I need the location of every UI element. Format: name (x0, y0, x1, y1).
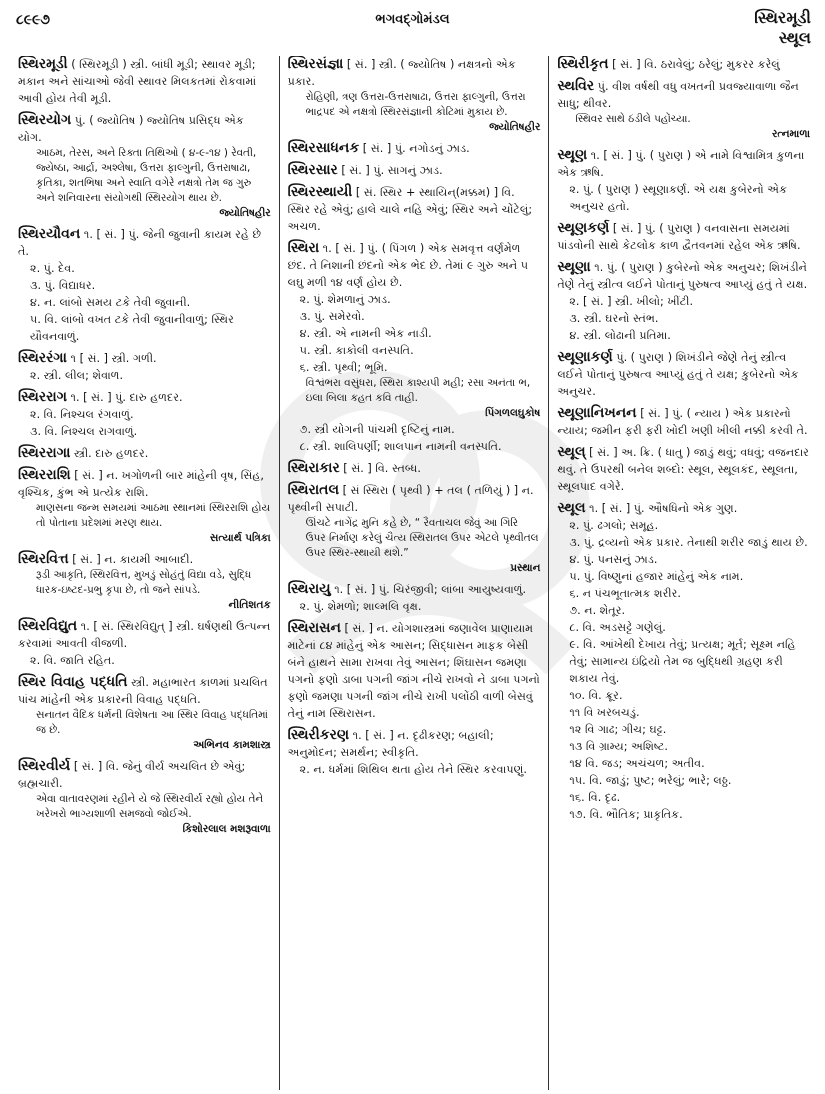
entry-main (18, 350, 271, 367)
entry-definition: કાયમી આબાદી. (119, 553, 194, 566)
entry-grammar: ૧. [ સં. ] ન. (352, 729, 410, 742)
dictionary-entry (288, 727, 541, 778)
entry-quote: સનાતન વૈદિક ધર્મની વિશેષતા આ સ્થિર વિવાહ પદ્ધતિમાં જ છે. (36, 709, 268, 736)
entry-grammar: [ સં. ] વિ. (612, 58, 658, 71)
entry-definition: કુબેરનો એક અનુચર; શિખંડીને તેણે તેનું સ્ત્રીત્વ લઈને પોતાનું પુરુષત્વ આપ્યું હતું તે યક્ષ. (557, 261, 808, 291)
entry-quote: વિશ્વંભરા વસુંધરા, સ્થિરા કાશ્યપી મહી; રસા અનંતા ભ, ઇલા બિલા કહત કવિ તાહી. (305, 377, 531, 404)
entry-definition: ઔષધિનો એક ગુણ. (648, 502, 738, 515)
entry-headword: સ્થૂણા (557, 259, 591, 275)
column-3 (548, 56, 818, 1090)
entry-sense: ૧૩ વિ ગ્રામ્ય; અશિષ્ટ. (569, 740, 668, 753)
entry-definition: દારુ હળદર. (95, 447, 149, 460)
entry-main (288, 140, 541, 157)
entry-sense: ૩. વિ. નિશ્ચલ રાગવાળું. (30, 425, 138, 438)
page-number: ૮૯૯૭ (16, 12, 51, 28)
entry-sense: ૨. પું. ( પુરાણ ) સ્થૂણાકર્ણ. એ યક્ષ કુબેરનો એક અનુચર હતો. (569, 183, 787, 213)
dictionary-entry (18, 112, 271, 221)
dictionary-entry (18, 618, 271, 669)
entry-main (18, 758, 271, 792)
dictionary-entry (557, 78, 810, 142)
entry-definition: જેની જુવાની કાયમ રહે છે તે. (18, 228, 262, 258)
entry-definition: નક્ષત્રનો એક પ્રકાર. (287, 58, 516, 88)
dictionary-entry (18, 467, 271, 546)
entry-grammar: [ સં. ] વિ. (343, 462, 389, 475)
entry-source: સત્યાર્થ પત્રિકા (209, 532, 271, 544)
entry-grammar: [ સં. ] પું. ( ન્યાય ) (640, 407, 730, 420)
entry-sense: ૭. સ્ત્રી યોગની પાંચમી દૃષ્ટિનું નામ. (299, 423, 455, 436)
entry-sense: ૧૬. વિ. દૃઢ. (569, 791, 621, 804)
entry-sense: ૩. પું. દ્રવ્યનો એક પ્રકાર. તેનાથી શરીર જાડું થાય છે. (569, 536, 808, 549)
dictionary-entry (557, 405, 810, 439)
entry-grammar: પું. (597, 80, 609, 93)
entry-sense: ૧૪ વિ. જડ; અચંચળ; અતીવ. (569, 757, 705, 770)
entry-sense: ૯. વિ. આંખેથી દેખાય તેવું; પ્રત્યક્ષ; મૂર્ત; સૂક્ષ્મ નહિ તેવું; સામાન્ય ઇંદ્રિયો તેમ જ બુદ્ધિથી ગ્રહણ કરી શકાય તેવું. (569, 638, 796, 685)
entry-headword: સ્થિરાતલ (287, 482, 340, 498)
entry-headword: સ્થૂણકર્ણ (557, 220, 610, 236)
entry-sense: ૪. ન. લાંબો સમય ટકે તેવી જુવાની. (30, 296, 191, 309)
entry-sense: ૭. ન. શેતૂર. (569, 604, 626, 617)
entry-headword: સ્થિરસંજ્ઞા (287, 56, 344, 72)
entry-quote: આઠમ, તેરસ, અને રિક્તા તિથિઓ ( ૪-૯-૧૪ ) રેવતી, જ્યેષ્ઠા, આર્દ્રા, અશ્લેષા, ઉત્તરા ફાલ્ગુની, ઉત્તરાષાઢા, કૃતિકા, શતભિષા અને સ્વાતિ વગેરે નક્ષત્રો તેમ જ ગુરુ અને શનિવારના સંયોગથી સ્થિરયોગ થાય છે. (36, 147, 257, 204)
entry-grammar: [ સં. ] પું. ( પુરાણ ) (612, 222, 701, 235)
entry-grammar: [ સં. સ્થિર + સ્થાયિન્(મક્કમ) ] (355, 186, 499, 199)
entry-grammar: ૧. [ સં. ] પું. (589, 502, 645, 515)
entry-sense: ૧૦. વિ. ક્રૂર. (569, 689, 623, 702)
dictionary-entry (18, 389, 271, 440)
entry-headword: સ્થૂણ (557, 147, 588, 163)
entry-sense: ૨. પું. શેમળો; શાલ્મલિ વૃક્ષ. (299, 600, 422, 613)
entry-definition: યોગશાસ્ત્રમાં જણાવેલ પ્રાણાયામ માટેનાં ૮૪ માંહેનું એક આસન; સિદ્ધાસન માફક બેસી બંને હાથને સામા રાખવા તેવું આસન; શિંઘાસન જમણા પગનો ફણો ડાબા પગની જાંગ નીચે રાખવો ને ડાબા પગનો ફણો જમણા પગની જાંગ નીચે રાખી પલોંઠી વાળી બેસવું તેનું નામ સ્થિરાસન. (287, 622, 540, 720)
column-1 (10, 56, 279, 1090)
entry-main (557, 56, 810, 73)
entry-main (557, 259, 810, 293)
entry-headword: સ્થિરવિત્ત (18, 551, 69, 567)
entry-sense: ૫. સ્ત્રી. કાકોલી વનસ્પતિ. (299, 344, 414, 357)
entry-definition: એક પ્રકારનો ન્યાય; જમીન ફરી ફરી ખોદી ખણી ખીલી નક્કી કરવી તે. (557, 407, 808, 437)
entry-sense: ૨. પું. દેવ. (30, 262, 75, 275)
book-title: ભગવદ્ગોમંડલ (375, 12, 450, 27)
guide-words (754, 8, 811, 48)
entry-sense: ૬. ન પંચભૂતાત્મક શરીર. (569, 587, 681, 600)
entry-main (288, 56, 541, 90)
entry-grammar: [ સં. ] વિ. (73, 760, 119, 773)
entry-definition: જેનું વીર્ય અચલિત છે એવું; બ્રહ્મચારી. (18, 760, 246, 790)
entry-definition: પૃથ્વીની સપાટી. (287, 501, 359, 514)
entry-grammar: ( સ્થિરમૂડી ) સ્ત્રી. (71, 58, 149, 71)
dictionary-entry (18, 226, 271, 345)
dictionary-entry (557, 56, 810, 73)
entry-main (18, 445, 271, 462)
entry-definition: દૃઢીકરણ; બહાલી; અનુમોદન; સમર્થન; સ્વીકૃતિ. (287, 729, 494, 759)
entry-definition: એ નામે વિશ્વામિત્ર કુળના એક ઋષિ. (557, 149, 805, 179)
entry-headword: સ્થિરરાગ (18, 389, 67, 405)
entry-sense: ૧૧ વિ ખરબચડું. (569, 706, 640, 719)
entry-definition: સ્તબ્ધ. (391, 462, 421, 475)
entry-grammar: ૧. [ સં. ] પું. (83, 228, 140, 241)
column-2 (279, 56, 549, 1090)
entry-headword: સ્થિરરંગા (18, 350, 67, 366)
entry-main (288, 727, 541, 761)
entry-headword: સ્થિર વિવાહ પદ્ધતિ (18, 674, 128, 690)
entry-headword: સ્થિરાસન (287, 620, 341, 636)
entry-sense: ૩. પું. વિદ્યાધર. (30, 279, 96, 292)
dictionary-entry (18, 674, 271, 753)
entry-definition: ઘર્ષણથી ઉત્પન્ન કરવામાં આવતી વીજળી. (18, 620, 271, 650)
entry-sense: ૪. સ્ત્રી. એ નામની એક નાડી. (299, 327, 432, 340)
entry-definition: જાડું થવું; વધવું; વજનદાર થવું. તે ઉપરથી બનેલ શબ્દો: સ્થૂલ, સ્થૂલકંદ, સ્થૂલતા, સ્થૂલપાદ વગેરે. (557, 446, 809, 493)
dictionary-entry (288, 240, 541, 455)
entry-headword: સ્થૂણાકર્ણ (557, 349, 613, 365)
entry-source: રત્નમાળા (772, 128, 811, 140)
dictionary-entry (288, 620, 541, 722)
entry-source: અભિનવ કામશાસ્ત્ર (193, 739, 271, 751)
entry-grammar: [ સં. ] ન. (344, 622, 389, 635)
dictionary-entry (18, 350, 271, 384)
entry-headword: સ્થિરવીર્ય (18, 758, 71, 774)
entry-main (557, 220, 810, 254)
entry-definition: ઠરાવેલું; ઠરેલું; મુકરર કરેલું (660, 58, 780, 71)
entry-definition: મહાભારત કાળમાં પ્રચલિત પાંચ માંહેની એક પ્રકારની વિવાહ પદ્ધતિ. (18, 676, 268, 706)
entry-headword: સ્થિરીકરણ (287, 727, 350, 743)
entry-headword: સ્થિરાયુ (287, 581, 331, 597)
entry-main (18, 56, 271, 107)
entry-quote: એવા વાતાવરણમાં રહીને યે જે સ્થિરવીર્ય રહ્યો હોય તેને ખરેખરો ભાગ્યશાળી સમજવો જોઈએ. (36, 793, 264, 820)
entry-definition: વિ. સ્થિર રહે એવું; હાલે ચાલે નહિ એવું; સ્થિર અને ચોંટેલું; અચળ. (287, 186, 533, 233)
entry-main (18, 467, 271, 501)
entry-main (557, 78, 810, 112)
entry-headword: સ્થૂણાનિખનન (557, 405, 637, 421)
entry-grammar: [ સં. ] ન. (72, 553, 117, 566)
entry-main (557, 405, 810, 439)
dictionary-entry (557, 147, 810, 215)
entry-grammar: ૧. પું. ( પુરાણ ) (594, 261, 663, 274)
entry-quote: માણસના જન્મ સમયમાં આઠમા સ્થાનમાં સ્થિરરાશિ હોય તો પોતાના પ્રદેશમાં મરણ થાય. (36, 502, 271, 529)
entry-sense: ૨. સ્ત્રી. લીલ; શેવાળ. (30, 369, 124, 382)
dictionary-entry (288, 56, 541, 135)
guide-word-last: સ્થૂલ (778, 28, 811, 47)
entry-grammar: પું. ( પુરાણ ) (616, 351, 673, 364)
entry-headword: સ્થિરીકૃત (557, 56, 609, 72)
entry-headword: સ્થિરયૌવન (18, 226, 81, 242)
entry-source: પિંગળલઘુકોષ (485, 407, 541, 419)
entry-sense: ૩. સ્ત્રી. ઘરનો સ્તંભ. (569, 312, 659, 325)
entry-source: પ્રસ્થાન (510, 562, 541, 574)
entry-definition: સાગનું ઝાડ. (387, 164, 443, 177)
entry-main (557, 349, 810, 400)
dictionary-entry (557, 444, 810, 495)
entry-definition: શિખંડીને જેણે તેનું સ્ત્રીત્વ લઈને પોતાનું પુરુષત્વ આપ્યું હતું તે યક્ષ; કુબેરનો એક અનુચર. (557, 351, 799, 398)
entry-headword: સ્થિરરાગા (18, 445, 71, 461)
entry-main (557, 444, 810, 495)
entry-quote: રૂડી આકૃતિ, સ્થિરવિત્ત, મુખડું સોહંતું વિદ્યા વડે, સુદ્ધિ ધારક-ઇષ્ટદ-પ્રભુ કૃપા છે, તો જને સાંપડે. (36, 569, 252, 596)
entry-grammar: સ્ત્રી. (73, 447, 92, 460)
entry-grammar: [ સં. ] અ. ક્રિ. ( ધાતુ ) (589, 446, 691, 459)
dictionary-entry (288, 162, 541, 179)
entry-sense: ૮. વિ. અડસટ્ટે ગણેલું. (569, 621, 666, 634)
entry-headword: સ્થિરમૂડી (18, 56, 68, 72)
entry-main (288, 184, 541, 235)
entry-grammar: ૧. [ સં. ] પું. (334, 583, 390, 596)
entry-definition: ખગોળની બાર માંહેની વૃષ, સિંહ, વૃશ્ચિક, કુંભ એ પ્રત્યેક રાશિ. (18, 469, 264, 499)
entry-grammar: ૧. [ સં. ] પું. (70, 391, 126, 404)
entry-sense: ૨. વિ. જાતિ રહિત. (30, 654, 115, 667)
entry-sense: ૨. ન. ધર્મમાં શિથિલ થતા હોય તેને સ્થિર કરવાપણું. (299, 763, 527, 776)
entry-definition: વનવાસના સમયમાં પાંડવોની સાથે કેટલોક કાળ દ્વૈતવનમાં રહેલ એક ઋષિ. (557, 222, 801, 252)
entry-sense: ૫. પું. વિષ્ણુનાં હજાર માંહેનું એક નામ. (569, 570, 744, 583)
dictionary-entry (18, 758, 271, 837)
entry-sense: ૧૨ વિ ગાઢ; ગીચ; ઘટ્ટ. (569, 723, 667, 736)
entry-grammar: ૧. [ સં. ] પું. ( પિંગળ ) (322, 242, 425, 255)
entry-definition: ચિરંજીવી; લાંબા આયુષ્યવાળું. (393, 583, 527, 596)
entry-headword: સ્થિરયોગ (18, 112, 72, 128)
entry-main (18, 112, 271, 146)
dictionary-entry (18, 56, 271, 107)
entry-sense: ૪. પું. પનસનું ઝાડ. (569, 553, 658, 566)
entry-headword: સ્થૂલ (557, 500, 586, 516)
entry-sense: ૨. પું. ઢગલો; સમૂહ. (569, 519, 659, 532)
entry-grammar: [ સં. ] ન. (74, 469, 119, 482)
entry-sense: ૧૫. વિ. જાડું; પુષ્ટ; ભરેલું; ભારે; લઠ્ઠ. (569, 774, 732, 787)
entry-headword: સ્થૂલ્ (557, 444, 586, 460)
entry-definition: જ્યોતિષ પ્રસિદ્ધ એક યોગ. (18, 114, 244, 144)
entry-main (557, 500, 810, 517)
entry-sense: ૨. [ સં. ] સ્ત્રી. ખીલો; ખીંટી. (569, 295, 694, 308)
entry-main (288, 581, 541, 598)
dictionary-entry (557, 259, 810, 344)
dictionary-entry (557, 220, 810, 254)
dictionary-columns (10, 56, 818, 1090)
entry-main (557, 147, 810, 181)
entry-headword: સ્થિરસ્થાયી (287, 184, 353, 200)
entry-sense: ૬. સ્ત્રી. પૃથ્વી; ભૂમિ. (299, 361, 388, 374)
entry-headword: સ્થિરસાધનક (287, 140, 360, 156)
entry-definition: નગોડનું ઝાડ. (409, 142, 470, 155)
entry-definition: એક સમવૃત્ત વર્ણમેળ છંદ. તે નિશાની છંદનો એક ભેદ છે. તેમાં ૯ ગુરુ અને ૫ લઘુ મળી ૧૪ વર્ણ હોય છે. (287, 242, 529, 289)
entry-definition: વીશ વર્ષથી વધુ વખતની પ્રવજ્યાવાળા જૈન સાધુ; થીવર. (557, 80, 799, 110)
entry-headword: સ્થિરા (287, 240, 320, 256)
entry-sense: ૨. વિ. નિશ્ચલ રંગવાળું. (30, 408, 134, 421)
entry-grammar: ૧. [ સં. સ્થિરવિદ્યુત્ ] સ્ત્રી. (80, 620, 194, 633)
entry-quote: ઊંચટે નાગેંદ્ર મુનિ કહે છે, “ રૈવતાચલ જેવું આ ગિરિ ઉપર નિર્માણ કરેલું ચૈત્ય સ્થિરાતલ ઉપર એટલે પૃથ્વીતલ ઉપર સ્થિર-સ્થાયી થશે.” (305, 517, 539, 559)
entry-grammar: સ્ત્રી. (131, 676, 149, 689)
entry-grammar: ૧ [ સં. ] સ્ત્રી. (70, 352, 130, 365)
entry-headword: સ્થિરસાર (287, 162, 338, 178)
entry-quote: સ્થિવર સાથે ઠંડીલે પહોંચ્યા. (575, 113, 691, 125)
dictionary-entry (288, 581, 541, 615)
entry-main (288, 482, 541, 516)
entry-source: જ્યોતિષહીર (489, 121, 541, 133)
entry-main (18, 551, 271, 568)
entry-source: જ્યોતિષહીર (219, 207, 271, 219)
entry-headword: સ્થિરવિદ્યુત (18, 618, 78, 634)
entry-quote: રોહિણી, ત્રણ ઉત્તરા-ઉત્તરાષાઢા, ઉત્તરા ફાલ્ગુની, ઉત્તરા ભાદ્રપદ એ નક્ષત્રો સ્થિરસંજ્ઞાની કોટિમાં મુકાય છે. (305, 91, 526, 118)
dictionary-entry (18, 551, 271, 613)
entry-main (288, 620, 541, 722)
entry-definition: બાંધી મૂડી; સ્થાવર મૂડી; મકાન અને સાંચાઓ જેવી સ્થાવર મિલકતમાં રોકવામાં આવી હોય તેવી મૂડી. (18, 58, 257, 105)
entry-source: કિશોરલાલ મશરૂવાળા (182, 823, 271, 835)
entry-sense: ૮. સ્ત્રી. શાલિપર્ણી; શાલપાન નામની વનસ્પતિ. (299, 440, 502, 453)
entry-headword: સ્થિરરાશિ (18, 467, 71, 483)
dictionary-entry (557, 349, 810, 400)
entry-grammar: [ સં. ] પું. (362, 142, 406, 155)
entry-grammar: [ સં. ] પું. (341, 164, 385, 177)
dictionary-entry (288, 460, 541, 477)
entry-sense: ૪. સ્ત્રી. લોઢાની પ્રતિમા. (569, 329, 671, 342)
dictionary-entry (288, 482, 541, 576)
guide-word-first: સ્થિરમૂડી (754, 8, 811, 27)
entry-sense: ૩. પું. સમેરવો. (299, 310, 365, 323)
entry-sense: ૨. પું. શેમળાનું ઝાડ. (299, 293, 391, 306)
entry-main (18, 674, 271, 708)
entry-headword: સ્થવિર (557, 78, 595, 94)
dictionary-entry (288, 140, 541, 157)
entry-definition: ગળી. (132, 352, 157, 365)
dictionary-entry (557, 500, 810, 823)
entry-main (18, 389, 271, 406)
entry-main (288, 460, 541, 477)
entry-sense: ૧૭. વિ. ભૌતિક; પ્રાકૃતિક. (569, 808, 683, 821)
entry-grammar: પું. ( જ્યોતિષ ) (74, 114, 144, 127)
entry-main (288, 240, 541, 291)
entry-headword: સ્થિરાકાર (287, 460, 340, 476)
entry-grammar: ૧. [ સં. ] પું. ( પુરાણ ) (590, 149, 692, 162)
entry-sense: ૫. વિ. લાંબો વખત ટકે તેવી જુવાનીવાળું; સ્થિર યૌવનવાળું. (30, 313, 234, 343)
entry-grammar: [ સં. ] સ્ત્રી. ( જ્યોતિષ ) (346, 58, 455, 71)
entry-main (18, 226, 271, 260)
entry-main (288, 162, 541, 179)
entry-source: નીતિશતક (228, 599, 271, 611)
entry-definition: દારુ હળદર. (129, 391, 183, 404)
dictionary-entry (288, 184, 541, 235)
page-header (0, 0, 825, 56)
entry-main (18, 618, 271, 652)
entry-grammar: [ સં સ્થિરા ( પૃથ્વી ) + તલ ( તળિયું ) ] ન. (342, 484, 534, 497)
dictionary-entry (18, 445, 271, 462)
